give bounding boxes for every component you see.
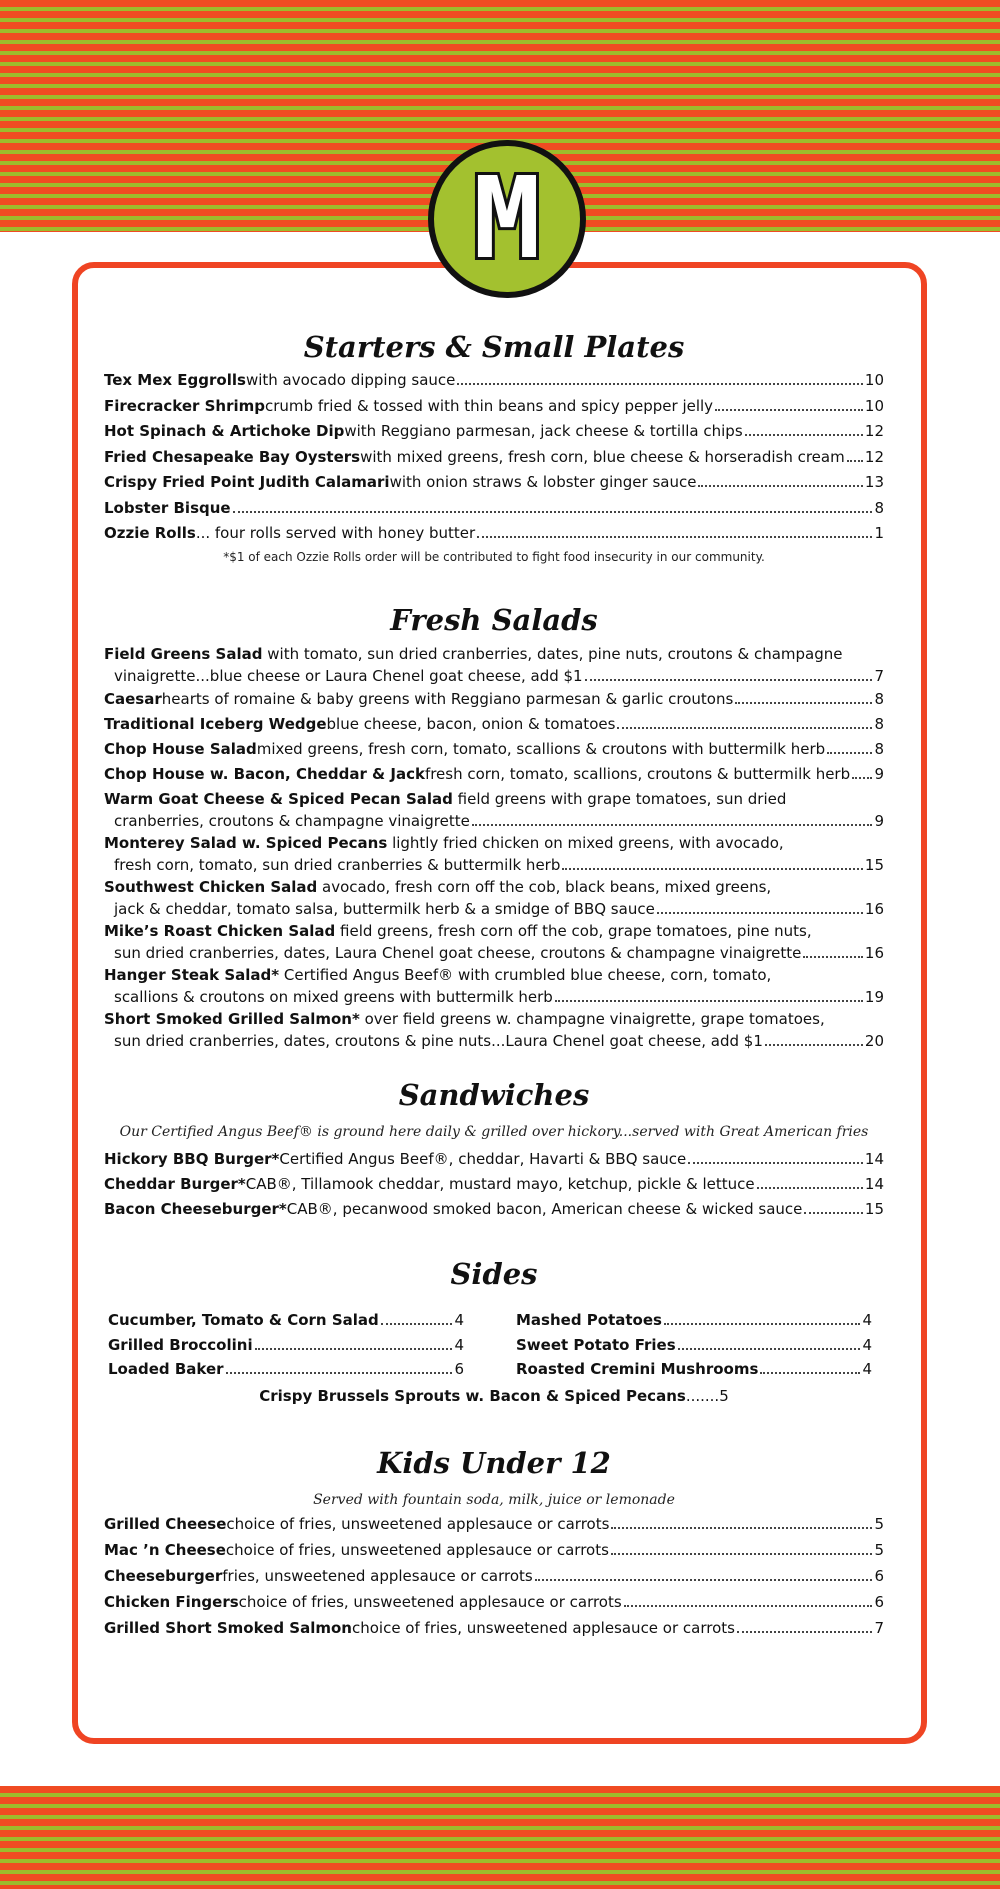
menu-item: Chop House Salad mixed greens, fresh corn, tomato, scallions & croutons with buttermilk herb 8 [104, 740, 884, 758]
menu-item: Caesar hearts of romaine & baby greens with Reggiano parmesan & garlic croutons 8 [104, 690, 884, 708]
menu-item: Southwest Chicken Salad avocado, fresh corn off the cob, black beans, mixed greens, jack & cheddar, tomato salsa, buttermilk herb & a smidge of BBQ sauce 16 [104, 878, 884, 918]
side-item-featured: Crispy Brussels Sprouts w. Bacon & Spiced Pecans.......5 [259, 1387, 729, 1405]
menu-item: Cheeseburger fries, unsweetened applesauce or carrots 6 [104, 1567, 884, 1585]
side-item: Cucumber, Tomato & Corn Salad 4 [108, 1311, 464, 1329]
menu-item: Bacon Cheeseburger* CAB®, pecanwood smoked bacon, American cheese & wicked sauce 15 [104, 1200, 884, 1218]
side-item: Grilled Broccolini 4 [108, 1336, 464, 1354]
menu-item: Field Greens Salad with tomato, sun dried cranberries, dates, pine nuts, croutons & champagne vinaigrette...blue cheese or Laura Chenel goat cheese, add $1 7 [104, 645, 884, 685]
menu-item: Mac ’n Cheese choice of fries, unsweetened applesauce or carrots 5 [104, 1541, 884, 1559]
menu-item: Ozzie Rolls ... four rolls served with honey butter 1 [104, 524, 884, 542]
menu-item: Grilled Short Smoked Salmon choice of fries, unsweetened applesauce or carrots 7 [104, 1619, 884, 1637]
section-title-salads: Fresh Salads [390, 603, 598, 637]
menu-item: Crispy Fried Point Judith Calamari with onion straws & lobster ginger sauce 13 [104, 473, 884, 491]
section-title-starters: Starters & Small Plates [303, 330, 685, 364]
menu-item: Short Smoked Grilled Salmon* over field greens w. champagne vinaigrette, grape tomatoes, sun dried cranberries, dates, croutons & pine nuts...Laura Chenel goat cheese, add $1 20 [104, 1010, 884, 1050]
menu-item: Cheddar Burger* CAB®, Tillamook cheddar, mustard mayo, ketchup, pickle & lettuce 14 [104, 1175, 884, 1193]
side-item: Mashed Potatoes 4 [516, 1311, 872, 1329]
menu-item: Hickory BBQ Burger* Certified Angus Beef®, cheddar, Havarti & BBQ sauce 14 [104, 1150, 884, 1168]
menu-item: Chicken Fingers choice of fries, unsweetened applesauce or carrots 6 [104, 1593, 884, 1611]
logo-badge [428, 140, 586, 298]
menu-item: Warm Goat Cheese & Spiced Pecan Salad field greens with grape tomatoes, sun dried cranberries, croutons & champagne vinaigrette 9 [104, 790, 884, 830]
sandwiches-note: Our Certified Angus Beef® is ground here daily & grilled over hickory...served with Great American fries [119, 1124, 869, 1140]
menu-item: Firecracker Shrimp crumb fried & tossed with thin beans and spicy pepper jelly 10 [104, 397, 884, 415]
kids-note: Served with fountain soda, milk, juice or lemonade [313, 1492, 675, 1508]
menu-item: Hanger Steak Salad* Certified Angus Beef® with crumbled blue cheese, corn, tomato, scallions & croutons on mixed greens with buttermilk herb 19 [104, 966, 884, 1006]
starters-footnote: *$1 of each Ozzie Rolls order will be contributed to fight food insecurity in our community. [223, 550, 765, 564]
side-item: Roasted Cremini Mushrooms 4 [516, 1360, 872, 1378]
menu-item: Monterey Salad w. Spiced Pecans lightly fried chicken on mixed greens, with avocado, fresh corn, tomato, sun dried cranberries & buttermilk herb 15 [104, 834, 884, 874]
menu-item: Fried Chesapeake Bay Oysters with mixed greens, fresh corn, blue cheese & horseradish cream 12 [104, 448, 884, 466]
logo-letter: M [473, 154, 541, 284]
menu-item: Mike’s Roast Chicken Salad field greens, fresh corn off the cob, grape tomatoes, pine nuts, sun dried cranberries, dates, Laura Chenel goat cheese, croutons & champagne vinaigrette 16 [104, 922, 884, 962]
menu-item: Lobster Bisque 8 [104, 499, 884, 517]
side-item: Sweet Potato Fries 4 [516, 1336, 872, 1354]
menu-item: Chop House w. Bacon, Cheddar & Jack fresh corn, tomato, scallions, croutons & buttermilk herb 9 [104, 765, 884, 783]
section-title-sandwiches: Sandwiches [398, 1078, 590, 1112]
menu-item: Tex Mex Eggrolls with avocado dipping sauce 10 [104, 371, 884, 389]
bottom-stripe-banner [0, 1786, 1000, 1889]
menu-item: Grilled Cheese choice of fries, unsweetened applesauce or carrots 5 [104, 1515, 884, 1533]
section-title-sides: Sides [450, 1257, 538, 1291]
menu-item: Hot Spinach & Artichoke Dip with Reggiano parmesan, jack cheese & tortilla chips 12 [104, 422, 884, 440]
section-title-kids: Kids Under 12 [377, 1446, 611, 1480]
menu-item: Traditional Iceberg Wedge blue cheese, bacon, onion & tomatoes 8 [104, 715, 884, 733]
side-item: Loaded Baker 6 [108, 1360, 464, 1378]
